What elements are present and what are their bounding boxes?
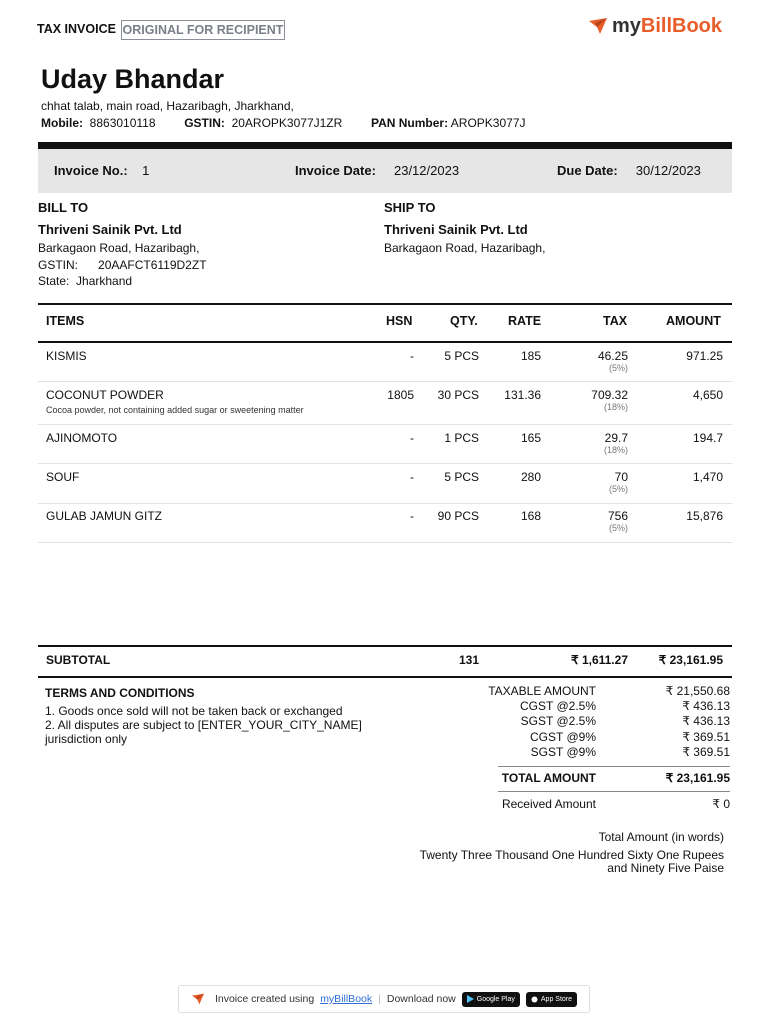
invoice-no-label: Invoice No.: xyxy=(54,163,128,178)
logo-text-my: my xyxy=(612,14,641,37)
cgst-2-5-label: CGST @2.5% xyxy=(520,699,596,713)
item-amount: 15,876 xyxy=(686,509,723,523)
row-divider xyxy=(38,381,732,382)
bill-to-gstin: 20AAFCT6119D2ZT xyxy=(98,258,207,272)
logo-text-billbook: BillBook xyxy=(640,14,723,37)
footer-download-text: Download now xyxy=(386,993,456,1005)
sgst-9-label: SGST @9% xyxy=(530,745,596,759)
item-amount: 194.7 xyxy=(692,431,723,445)
bill-to-state-line xyxy=(38,274,132,288)
col-header-items: ITEMS xyxy=(46,314,85,328)
document-type-label: TAX INVOICE xyxy=(37,22,116,36)
amount-in-words: Twenty Three Thousand One Hundred Sixty One Rupees xyxy=(419,848,724,862)
item-qty: 30 PCS xyxy=(437,388,479,402)
col-header-hsn: HSN xyxy=(386,314,413,328)
business-address: chhat talab, main road, Hazaribagh, Jharkhand, xyxy=(41,99,294,113)
item-tax: 29.7 xyxy=(604,431,628,445)
apple-icon xyxy=(531,995,538,1003)
ship-to-address: Barkagaon Road, Hazaribagh, xyxy=(384,241,546,255)
footer-banner xyxy=(178,985,590,1013)
total-top-border xyxy=(498,766,730,767)
item-rate: 165 xyxy=(520,431,541,445)
due-date-label: Due Date: xyxy=(557,163,618,178)
amount-in-words-label: Total Amount (in words) xyxy=(598,830,724,844)
item-tax: 709.32 xyxy=(591,388,628,402)
mybillbook-logo-icon xyxy=(191,993,205,1005)
item-tax: 70 xyxy=(614,470,628,484)
total-amount-label: TOTAL AMOUNT xyxy=(501,771,596,785)
item-name: SOUF xyxy=(46,470,80,484)
item-hsn: 1805 xyxy=(387,388,414,402)
item-qty: 1 PCS xyxy=(444,431,479,445)
ship-to-name: Thriveni Sainik Pvt. Ltd xyxy=(384,222,528,237)
item-qty: 5 PCS xyxy=(444,470,479,484)
terms-title: TERMS AND CONDITIONS xyxy=(45,686,195,700)
item-name: GULAB JAMUN GITZ xyxy=(46,509,163,523)
item-tax: 756 xyxy=(607,509,628,523)
total-bottom-border xyxy=(498,791,730,792)
app-store-label: App Store xyxy=(540,995,573,1003)
item-name: COCONUT POWDER xyxy=(46,388,164,402)
amount-in-words: and Ninety Five Paise xyxy=(607,861,724,875)
subtotal-bottom-border xyxy=(38,676,732,678)
gstin-label: GSTIN: xyxy=(184,116,225,130)
mobile-label: Mobile: xyxy=(41,116,83,130)
received-amount: ₹ 0 xyxy=(712,797,730,811)
invoice-date-label: Invoice Date: xyxy=(295,163,376,178)
taxable-amount: ₹ 21,550.68 xyxy=(665,684,730,698)
row-divider xyxy=(38,542,732,543)
item-rate: 185 xyxy=(520,349,541,363)
copy-type-badge: ORIGINAL FOR RECIPIENT xyxy=(121,20,285,40)
invoice-no: 1 xyxy=(142,163,150,178)
play-store-icon xyxy=(467,995,474,1003)
item-tax: 46.25 xyxy=(597,349,628,363)
subtotal-tax: ₹ 1,611.27 xyxy=(570,653,628,667)
sgst-9-amount: ₹ 369.51 xyxy=(682,745,730,759)
item-rate: 168 xyxy=(520,509,541,523)
business-gstin: 20AROPK3077J1ZR xyxy=(231,116,343,130)
subtotal-label: SUBTOTAL xyxy=(46,653,111,667)
terms-line: 2. All disputes are subject to [ENTER_YOUR_CITY_NAME] xyxy=(45,718,362,732)
app-store-button[interactable] xyxy=(526,992,577,1007)
row-divider xyxy=(38,424,732,425)
bill-to-gstin-line xyxy=(38,258,207,272)
col-header-tax: TAX xyxy=(603,314,628,328)
cgst-9-label: CGST @9% xyxy=(530,730,596,744)
item-name: AJINOMOTO xyxy=(46,431,118,445)
bill-to-state: Jharkhand xyxy=(76,274,133,288)
col-header-qty: QTY. xyxy=(450,314,478,328)
subtotal-amount: ₹ 23,161.95 xyxy=(658,653,723,667)
bill-to-name: Thriveni Sainik Pvt. Ltd xyxy=(38,222,182,237)
item-amount: 971.25 xyxy=(686,349,723,363)
cgst-9-amount: ₹ 369.51 xyxy=(682,730,730,744)
received-amount-label: Received Amount xyxy=(501,797,596,811)
item-tax-percent: (5%) xyxy=(608,484,628,494)
item-tax-percent: (5%) xyxy=(608,523,628,533)
item-hsn: - xyxy=(410,349,414,363)
subtotal-top-border xyxy=(38,645,732,647)
ship-to-label: SHIP TO xyxy=(384,200,436,215)
item-hsn: - xyxy=(410,431,414,445)
business-mobile: 8863010118 xyxy=(89,116,156,130)
cgst-2-5-amount: ₹ 436.13 xyxy=(682,699,730,713)
item-hsn: - xyxy=(410,470,414,484)
row-divider xyxy=(38,463,732,464)
google-play-button[interactable] xyxy=(462,992,520,1007)
item-description: Cocoa powder, not containing added sugar or sweetening matter xyxy=(46,405,304,415)
item-tax-percent: (18%) xyxy=(603,445,628,455)
footer-separator: | xyxy=(378,993,381,1005)
bill-to-address: Barkagaon Road, Hazaribagh, xyxy=(38,241,200,255)
col-header-rate: RATE xyxy=(508,314,542,328)
mybillbook-logo-icon xyxy=(588,17,608,35)
business-contact-line xyxy=(41,116,526,130)
table-header-border xyxy=(38,341,732,343)
item-hsn: - xyxy=(410,509,414,523)
invoice-date: 23/12/2023 xyxy=(393,163,460,178)
mybillbook-logo xyxy=(588,14,722,38)
bill-to-state-label: State: xyxy=(38,274,70,288)
item-qty: 90 PCS xyxy=(437,509,479,523)
item-amount: 4,650 xyxy=(692,388,723,402)
item-tax-percent: (18%) xyxy=(603,402,628,412)
invoice-meta-bar xyxy=(38,149,732,193)
item-tax-percent: (5%) xyxy=(608,363,628,373)
sgst-2-5-amount: ₹ 436.13 xyxy=(682,714,730,728)
item-rate: 131.36 xyxy=(504,388,541,402)
google-play-label: Google Play xyxy=(476,995,515,1003)
pan-label: PAN Number: xyxy=(370,116,449,130)
item-name: KISMIS xyxy=(46,349,87,363)
bill-to-gstin-label: GSTIN: xyxy=(38,258,79,272)
item-rate: 280 xyxy=(520,470,541,484)
terms-line: jurisdiction only xyxy=(45,732,128,746)
subtotal-qty: 131 xyxy=(458,653,479,667)
row-divider xyxy=(38,503,732,504)
business-pan: AROPK3077J xyxy=(450,116,526,130)
table-top-border xyxy=(38,303,732,305)
col-header-amount: AMOUNT xyxy=(666,314,721,328)
item-amount: 1,470 xyxy=(692,470,723,484)
item-qty: 5 PCS xyxy=(444,349,479,363)
due-date: 30/12/2023 xyxy=(635,163,701,178)
business-name: Uday Bhandar xyxy=(41,64,225,94)
taxable-amount-label: TAXABLE AMOUNT xyxy=(488,684,596,698)
terms-line: 1. Goods once sold will not be taken back or exchanged xyxy=(45,704,343,718)
total-amount: ₹ 23,161.95 xyxy=(665,771,730,785)
footer-brand-link[interactable]: myBillBook xyxy=(320,993,373,1005)
header-divider xyxy=(38,142,732,149)
bill-to-label: BILL TO xyxy=(38,200,89,215)
footer-created-text: Invoice created using xyxy=(214,993,315,1005)
sgst-2-5-label: SGST @2.5% xyxy=(520,714,596,728)
